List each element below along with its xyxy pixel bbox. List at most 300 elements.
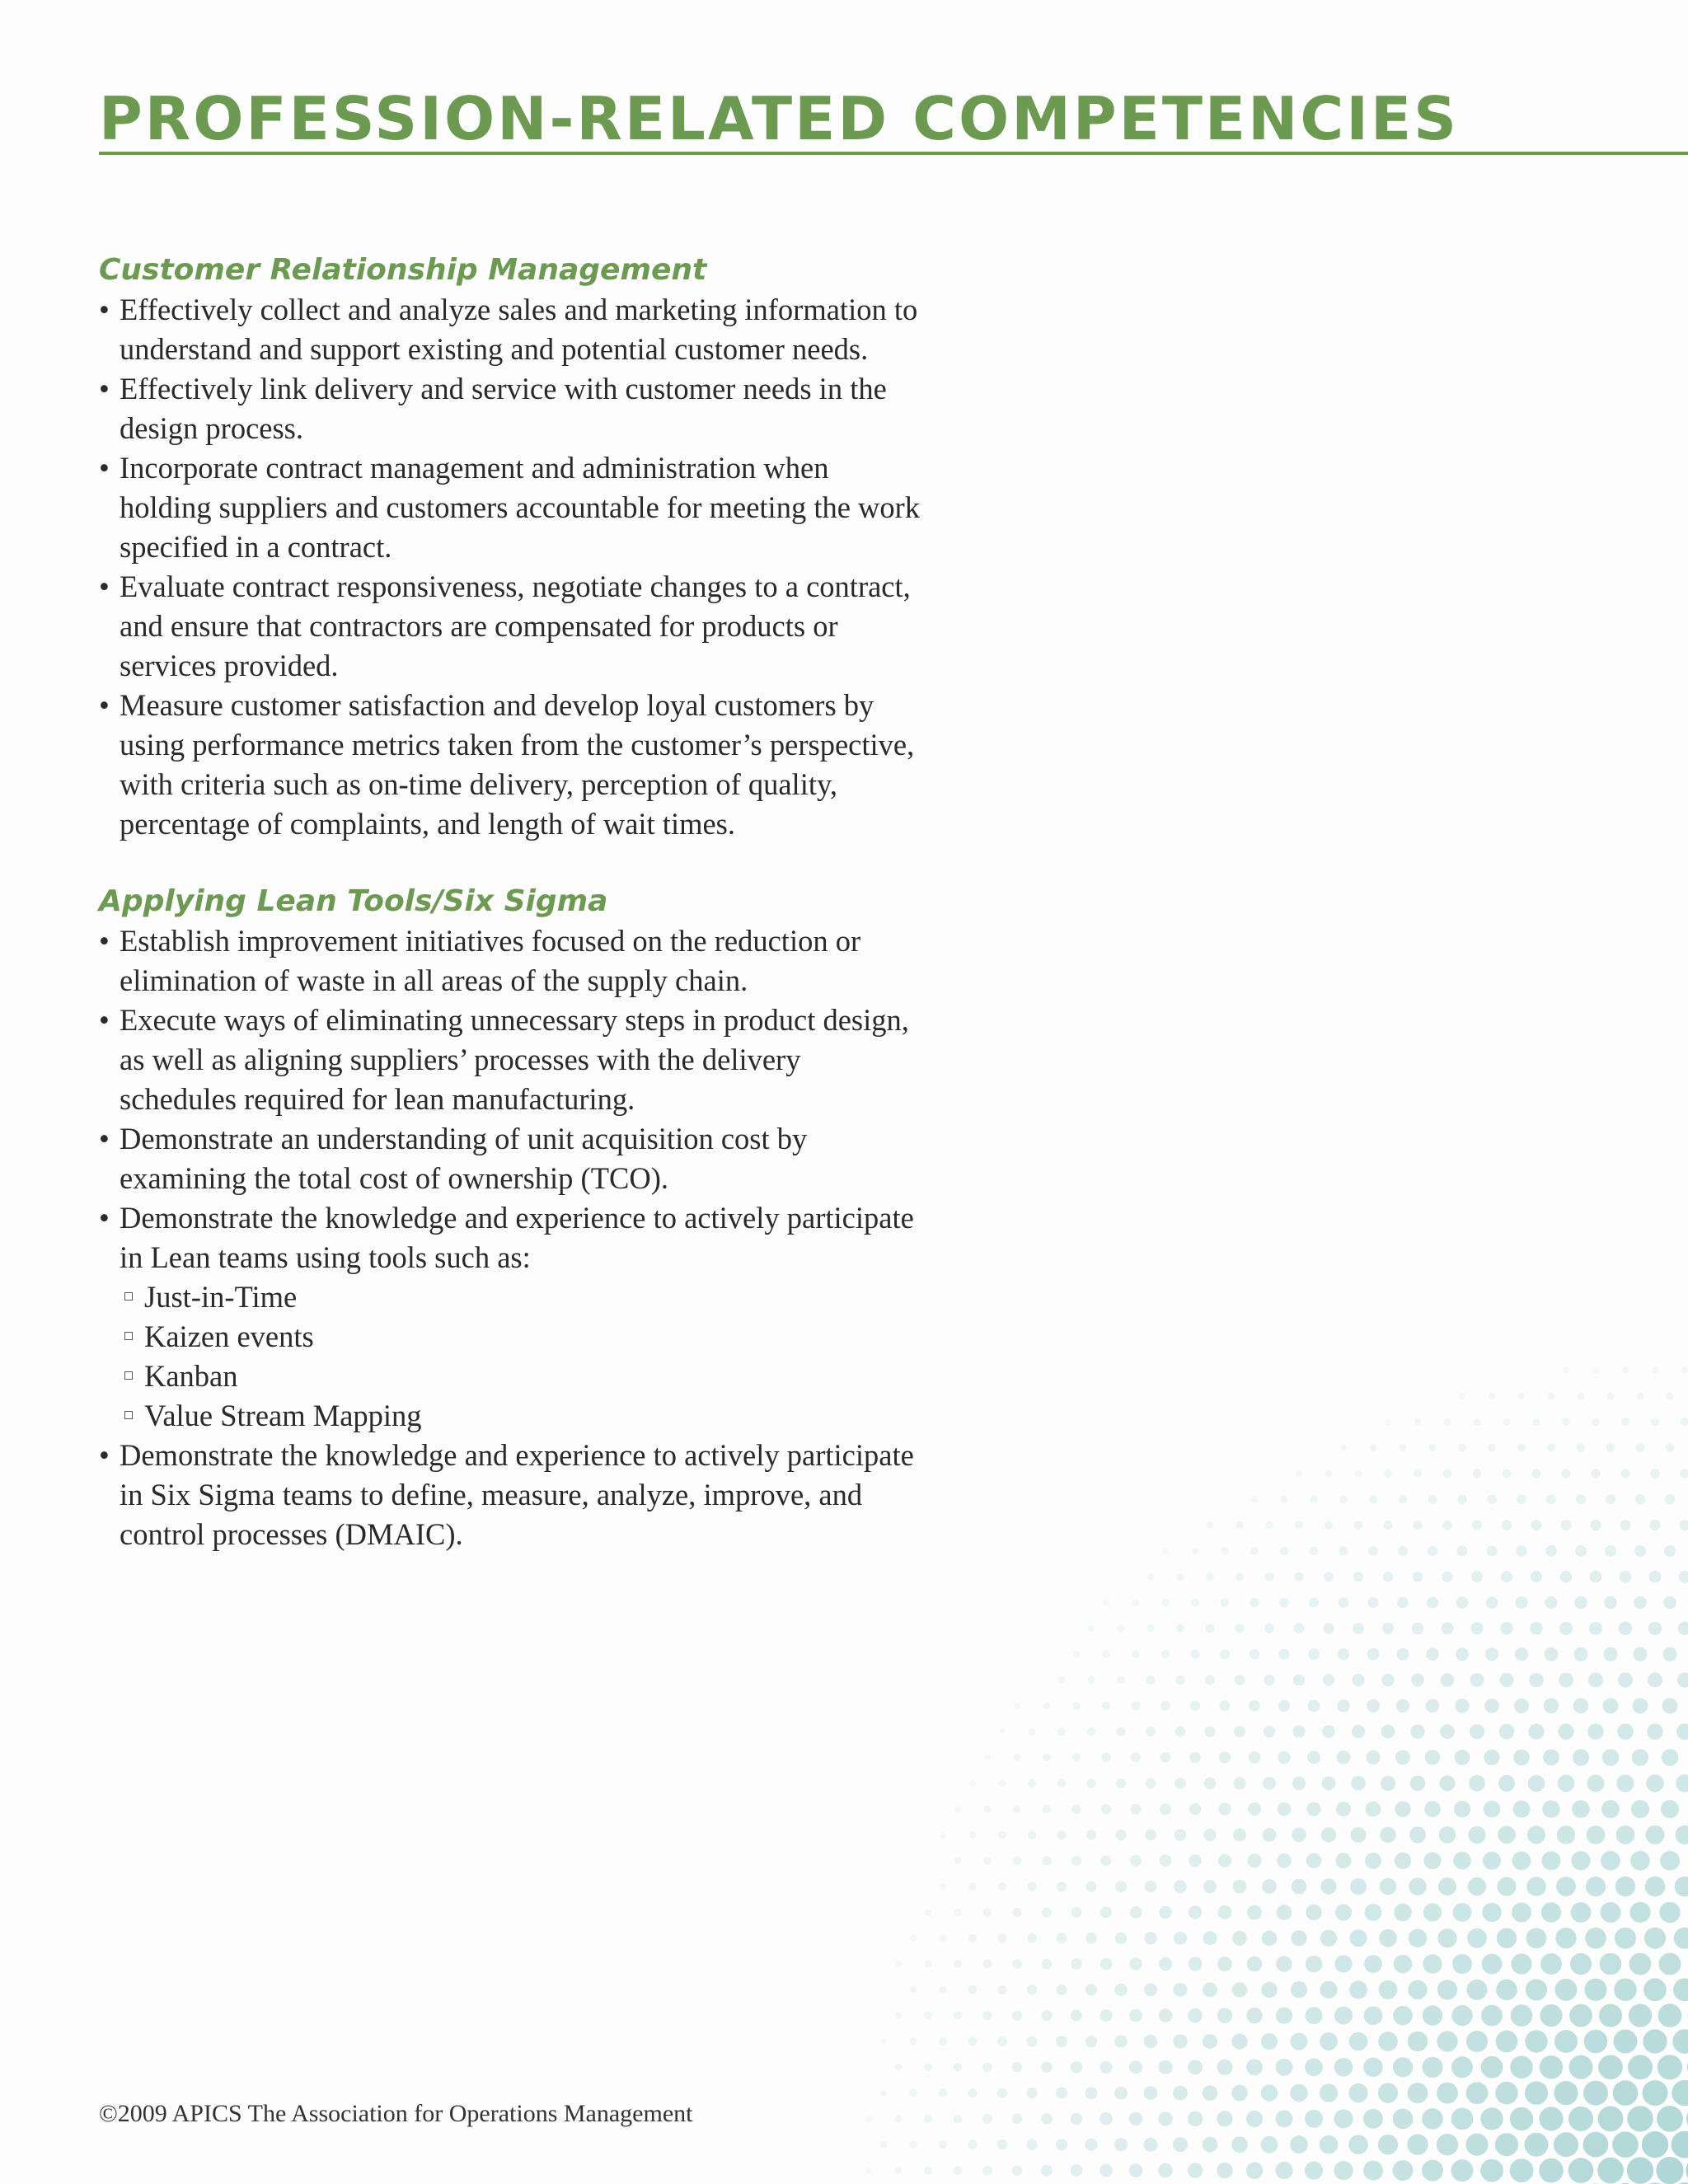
halftone-dot (1539, 2107, 1563, 2130)
halftone-dot (1676, 1723, 1688, 1740)
halftone-dot (1526, 1877, 1545, 1896)
halftone-dot (1276, 2008, 1292, 2024)
halftone-dot (939, 1985, 947, 1994)
halftone-dot (1529, 1724, 1545, 1740)
halftone-dot (1057, 1882, 1067, 1891)
halftone-dot (1578, 1393, 1585, 1400)
halftone-dot (1085, 2087, 1098, 2099)
halftone-dot (1591, 1520, 1601, 1530)
halftone-dot (1497, 1929, 1517, 1948)
page-content (99, 84, 1460, 1554)
halftone-dot (1408, 1980, 1427, 1999)
halftone-dot (1598, 2055, 1623, 2080)
halftone-dot (1399, 1495, 1408, 1504)
halftone-dot (1398, 1546, 1408, 1556)
halftone-dot (1264, 1726, 1276, 1738)
halftone-dot (1681, 1366, 1688, 1373)
halftone-dot (1217, 2111, 1232, 2126)
halftone-dot (865, 2168, 872, 2174)
halftone-dot (1465, 2134, 1488, 2156)
halftone-dot (1452, 1954, 1472, 1974)
halftone-dot (1516, 1545, 1526, 1556)
halftone-dot (1484, 1750, 1499, 1765)
halftone-dot (1014, 1703, 1020, 1709)
halftone-dot (1100, 1907, 1112, 1919)
halftone-dot (924, 2115, 932, 2123)
halftone-dot (1366, 1802, 1381, 1817)
halftone-dot (1424, 1801, 1441, 1817)
halftone-dot (1559, 1622, 1573, 1635)
halftone-dot (1633, 1647, 1647, 1661)
halftone-dot (1606, 1443, 1615, 1452)
halftone-dot (1251, 1496, 1258, 1502)
halftone-dot (1043, 1702, 1051, 1709)
halftone-dot (1189, 1957, 1203, 1971)
halftone-dot (1572, 1800, 1590, 1818)
halftone-dot (1514, 1699, 1529, 1713)
lean-tool-kanban: Kanban (120, 1357, 923, 1396)
halftone-dot (1339, 1495, 1348, 1503)
halftone-dot (1620, 1520, 1630, 1530)
halftone-dot (1621, 1418, 1629, 1426)
halftone-dot (1306, 1956, 1322, 1972)
halftone-dot (1678, 1622, 1688, 1635)
lean-tool-vsm: Value Stream Mapping (120, 1396, 923, 1436)
halftone-dot (1644, 1928, 1666, 1949)
halftone-dot (1026, 2088, 1037, 2098)
halftone-dot (1057, 1779, 1067, 1788)
halftone-dot (1012, 2062, 1023, 2073)
halftone-dot (1057, 1933, 1067, 1943)
halftone-dot (1468, 1877, 1486, 1896)
halftone-dot (1499, 1673, 1513, 1687)
halftone-dot (1554, 2081, 1578, 2105)
halftone-dot (1380, 1878, 1397, 1896)
halftone-dot (1511, 2004, 1533, 2027)
halftone-dot (1279, 1598, 1289, 1608)
halftone-dot (880, 2141, 888, 2149)
halftone-dot (1310, 1496, 1317, 1503)
halftone-dot (1471, 1571, 1483, 1582)
lean-item-3: • Demonstrate an understanding of unit acquisition cost by examining the total cost of ownership (TCO). (99, 1119, 923, 1198)
halftone-dot (1348, 2083, 1367, 2102)
halftone-dot (1027, 1933, 1037, 1943)
halftone-dot (982, 2166, 992, 2176)
halftone-dot (1518, 1393, 1526, 1400)
halftone-dot (909, 2089, 917, 2097)
halftone-dot (1276, 2059, 1293, 2076)
halftone-dot (1400, 1444, 1407, 1451)
halftone-dot (1414, 1418, 1421, 1425)
halftone-dot (1652, 1366, 1658, 1373)
halftone-dot (1114, 2087, 1128, 2100)
halftone-dot (1029, 1728, 1036, 1736)
halftone-dot (1203, 2085, 1218, 2101)
halftone-dot (1634, 1596, 1647, 1610)
halftone-dot (1673, 1978, 1688, 2001)
halftone-dot (1353, 1674, 1365, 1686)
halftone-dot (1085, 2036, 1098, 2048)
halftone-dot (1642, 2131, 1668, 2158)
halftone-dot (1395, 1802, 1410, 1817)
halftone-dot (1189, 1905, 1202, 1919)
halftone-dot (1414, 1469, 1422, 1478)
halftone-dot (1265, 1572, 1274, 1582)
halftone-dot (1413, 1521, 1423, 1530)
halftone-dot (1451, 2159, 1474, 2182)
halftone-dot (1379, 1929, 1397, 1947)
halftone-dot (1467, 1980, 1488, 2000)
halftone-dot (1129, 2112, 1142, 2125)
halftone-dot (1217, 2163, 1232, 2178)
halftone-dot (1041, 2113, 1053, 2125)
halftone-dot (1531, 1520, 1542, 1530)
halftone-dot (1413, 1572, 1423, 1582)
halftone-dot (984, 1806, 992, 1813)
halftone-dot (1232, 1931, 1247, 1946)
halftone-dot (939, 2037, 947, 2046)
halftone-dot (1629, 1902, 1650, 1923)
halftone-dot (983, 1908, 992, 1916)
halftone-dot (1146, 1778, 1156, 1788)
halftone-dot (1203, 1829, 1216, 1841)
halftone-dot (1363, 2109, 1383, 2129)
halftone-dot (1221, 1547, 1228, 1554)
halftone-dot (1601, 1851, 1620, 1871)
halftone-dot (1576, 1494, 1586, 1504)
halftone-dot (1306, 1854, 1321, 1868)
halftone-dot (999, 1728, 1006, 1735)
halftone-dot (1324, 1572, 1334, 1582)
halftone-dot (1412, 1623, 1424, 1635)
halftone-dot (1145, 1881, 1157, 1893)
halftone-dot (1408, 2032, 1428, 2051)
halftone-dot (1353, 1572, 1363, 1582)
halftone-dot (1383, 1521, 1392, 1530)
halftone-dot (1012, 2114, 1023, 2125)
halftone-dot (1276, 2110, 1293, 2127)
halftone-dot (1144, 1983, 1157, 1996)
halftone-dot (968, 1882, 977, 1891)
halftone-dot (1323, 1623, 1334, 1633)
halftone-dot (1616, 1774, 1634, 1792)
halftone-dot (1555, 1979, 1578, 2001)
halftone-dot (1495, 2133, 1518, 2156)
halftone-dot (1545, 1596, 1557, 1609)
halftone-dot (1381, 1674, 1394, 1686)
halftone-dot (1662, 1698, 1678, 1713)
halftone-dot (1556, 1877, 1576, 1896)
halftone-dot (1310, 1547, 1319, 1556)
halftone-dot (1305, 2059, 1323, 2077)
halftone-dot (925, 1909, 932, 1916)
halftone-dot (1455, 1699, 1469, 1713)
halftone-dot (1381, 1725, 1395, 1739)
halftone-dot (1525, 2030, 1547, 2052)
halftone-dot (968, 2140, 977, 2149)
halftone-dot (1275, 2162, 1292, 2179)
halftone-dot (1410, 1775, 1426, 1791)
halftone-dot (1512, 1851, 1531, 1870)
halftone-dot (1071, 1856, 1081, 1866)
halftone-dot (1453, 1903, 1472, 1922)
halftone-dot (1590, 1571, 1602, 1583)
halftone-dot (1643, 1978, 1667, 2001)
halftone-dot (1280, 1547, 1288, 1555)
halftone-dot (1250, 1649, 1259, 1659)
halftone-dot (1250, 1598, 1259, 1607)
halftone-dot (1574, 1647, 1588, 1661)
halftone-dot (1308, 1648, 1320, 1660)
halftone-dot (1601, 1902, 1621, 1923)
halftone-dot (954, 2063, 963, 2072)
halftone-dot (1459, 1393, 1465, 1399)
halftone-dot (1529, 1673, 1543, 1687)
halftone-dot (1159, 2008, 1173, 2022)
halftone-dot (1085, 2139, 1097, 2151)
halftone-dot (1571, 1902, 1592, 1923)
halftone-dot (1541, 1902, 1561, 1922)
halftone-dot (1380, 1827, 1395, 1843)
halftone-dot (1583, 2132, 1609, 2158)
halftone-dot (1545, 1647, 1559, 1661)
halftone-dot (1633, 1698, 1648, 1713)
halftone-dot (1546, 1494, 1556, 1504)
halftone-dot (1057, 1727, 1066, 1736)
halftone-dot (1071, 1804, 1081, 1813)
halftone-dot (1175, 1778, 1186, 1789)
halftone-dot (1219, 1751, 1231, 1763)
halftone-dot (1410, 1724, 1424, 1738)
halftone-dot (1103, 1600, 1109, 1606)
halftone-dot (1629, 2004, 1652, 2027)
halftone-dot (1395, 1750, 1410, 1765)
halftone-dot (1363, 2058, 1382, 2077)
halftone-dot (1677, 1672, 1688, 1687)
halftone-dot (1086, 1830, 1096, 1840)
halftone-dot (1628, 2055, 1653, 2079)
halftone-dot (1557, 1825, 1575, 1844)
halftone-dot (1568, 2107, 1593, 2131)
halftone-dot (1630, 1851, 1650, 1871)
halftone-dot (1247, 1905, 1262, 1920)
halftone-dot (1220, 1700, 1231, 1711)
halftone-dot (1397, 1597, 1409, 1609)
halftone-dot (1205, 1675, 1215, 1685)
halftone-dot (1027, 2036, 1038, 2047)
halftone-dot (1188, 2111, 1203, 2126)
halftone-dot (1354, 1521, 1363, 1530)
halftone-dot (1666, 1392, 1673, 1399)
halftone-dot (1348, 2135, 1368, 2154)
halftone-dot (1660, 1851, 1680, 1871)
halftone-dot (1350, 1878, 1367, 1895)
halftone-dot (954, 1857, 962, 1864)
halftone-dot (1261, 2033, 1278, 2050)
halftone-dot (1071, 2010, 1082, 2022)
halftone-dot (999, 1779, 1006, 1787)
halftone-dot (983, 1857, 992, 1865)
halftone-dot (1339, 1546, 1348, 1555)
halftone-dot (1499, 1724, 1515, 1740)
halftone-dot (1481, 2005, 1503, 2027)
halftone-dot (1510, 2158, 1534, 2182)
halftone-dot (1131, 1804, 1142, 1815)
halftone-dot (1378, 2083, 1398, 2103)
halftone-dot (1427, 1597, 1438, 1609)
halftone-dot (1041, 2165, 1053, 2177)
halftone-dot (1220, 1649, 1230, 1659)
halftone-dot (1587, 1723, 1603, 1739)
halftone-dot (1263, 1828, 1277, 1842)
halftone-dot (1217, 2060, 1233, 2075)
halftone-dot (1643, 2029, 1667, 2053)
halftone-dot (998, 1882, 1006, 1891)
halftone-dot (1367, 1699, 1380, 1713)
halftone-dot (1554, 2132, 1578, 2157)
halftone-dot (1441, 1673, 1454, 1686)
halftone-dot (1592, 1418, 1600, 1426)
halftone-dot (1498, 1775, 1515, 1792)
halftone-dot (1292, 1879, 1307, 1895)
halftone-dot (1646, 1774, 1663, 1792)
halftone-dot (1056, 2088, 1067, 2099)
halftone-dot (1144, 1932, 1156, 1944)
halftone-dot (1679, 1520, 1688, 1530)
halftone-dot (1278, 1700, 1290, 1712)
halftone-dot (1321, 1827, 1336, 1842)
halftone-dot (1102, 1651, 1109, 1658)
halftone-dot (1192, 1548, 1199, 1555)
halftone-dot (1453, 1852, 1471, 1870)
halftone-dot (1589, 1622, 1602, 1635)
halftone-dot (1574, 1596, 1587, 1609)
halftone-dot (1587, 1774, 1605, 1792)
halftone-dot (1680, 1469, 1688, 1479)
lean-item-4 (99, 1198, 923, 1436)
halftone-dot (1555, 1928, 1576, 1948)
halftone-dot (1643, 2080, 1668, 2106)
halftone-dot (1101, 1753, 1110, 1762)
halftone-dot (1233, 1880, 1247, 1894)
halftone-dot (1177, 1573, 1184, 1581)
halftone-dot (1472, 1521, 1482, 1530)
halftone-dot (1526, 1928, 1547, 1948)
halftone-dot (1174, 1880, 1186, 1892)
halftone-dot (1488, 1444, 1496, 1452)
halftone-dot (1071, 2164, 1083, 2177)
halftone-dot (1232, 1982, 1248, 1998)
halftone-dot (1409, 1826, 1426, 1843)
halftone-dot (1234, 1726, 1245, 1737)
halftone-dot (954, 1960, 962, 1968)
halftone-dot (1072, 1702, 1081, 1710)
halftone-dot (909, 2037, 917, 2045)
halftone-dot (1585, 1928, 1606, 1949)
halftone-dot (1562, 1418, 1570, 1427)
halftone-dot (1073, 1651, 1080, 1657)
halftone-dot (940, 1831, 946, 1838)
halftone-dot (1382, 1623, 1394, 1634)
halftone-dot (1458, 1444, 1466, 1452)
halftone-dot (1204, 1727, 1215, 1737)
halftone-dot (1278, 1751, 1290, 1764)
halftone-dot (1281, 1496, 1288, 1503)
halftone-dot (1513, 1750, 1530, 1766)
halftone-dot (1071, 2113, 1083, 2125)
halftone-dot (1480, 2159, 1503, 2182)
halftone-dot (1407, 2135, 1428, 2155)
halftone-dot (1662, 1749, 1679, 1766)
halftone-dot (1573, 1749, 1589, 1765)
halftone-dot (1466, 2031, 1488, 2052)
halftone-dot (1634, 1545, 1646, 1557)
halftone-dot (1042, 2010, 1053, 2021)
halftone-dot (1162, 1548, 1169, 1554)
halftone-dot (1041, 2062, 1052, 2073)
halftone-dot (1428, 1546, 1437, 1556)
halftone-dot (1247, 1957, 1263, 1972)
halftone-dot (997, 2139, 1007, 2149)
halftone-dot (1367, 1597, 1378, 1608)
halftone-dot (1428, 1495, 1437, 1504)
halftone-dot (1338, 1648, 1349, 1660)
halftone-dot (1203, 2034, 1217, 2049)
halftone-dot (1438, 1877, 1456, 1896)
halftone-dot (1378, 2032, 1398, 2051)
halftone-dot (1676, 1774, 1688, 1792)
halftone-dot (1158, 2163, 1173, 2178)
halftone-dot (1598, 2107, 1624, 2132)
halftone-dot (1334, 2161, 1353, 2180)
halftone-dot (1320, 1878, 1336, 1894)
halftone-dot (1320, 2032, 1338, 2050)
halftone-dot (1517, 1444, 1526, 1452)
halftone-dot (997, 1985, 1007, 1995)
halftone-dot (1293, 1675, 1305, 1686)
halftone-dot (1042, 1959, 1053, 1970)
halftone-dot (1291, 1981, 1307, 1998)
halftone-dot (1614, 1979, 1637, 2002)
halftone-dot (1277, 1854, 1292, 1868)
halftone-dot (1351, 1827, 1367, 1843)
halftone-dot (1334, 1955, 1352, 1972)
halftone-dot (984, 1754, 991, 1760)
halftone-dot (1144, 2035, 1157, 2048)
halftone-dot (1616, 1825, 1635, 1844)
footer-copyright: ©2009 APICS The Association for Operations Management (99, 2100, 693, 2127)
halftone-dot (1483, 1852, 1501, 1870)
halftone-dot (1322, 1776, 1336, 1790)
halftone-dot (1291, 2033, 1308, 2050)
halftone-dot (1442, 1572, 1452, 1582)
halftone-dot (1056, 2036, 1067, 2047)
halftone-dot (1530, 1622, 1543, 1635)
halftone-dot (1027, 1985, 1037, 1994)
halftone-dot (1146, 1727, 1156, 1736)
halftone-dot (1115, 1932, 1128, 1944)
halftone-dot (1248, 1802, 1261, 1816)
halftone-dot (1650, 1469, 1660, 1479)
halftone-dot (1648, 1622, 1662, 1635)
halftone-dot (1236, 1521, 1244, 1529)
halftone-dot (1676, 1825, 1688, 1844)
halftone-dot (1261, 2136, 1278, 2154)
halftone-dot (1468, 1826, 1485, 1844)
halftone-dot (954, 2011, 962, 2019)
halftone-dot (1615, 1877, 1635, 1896)
halftone-dot (1525, 2133, 1549, 2157)
